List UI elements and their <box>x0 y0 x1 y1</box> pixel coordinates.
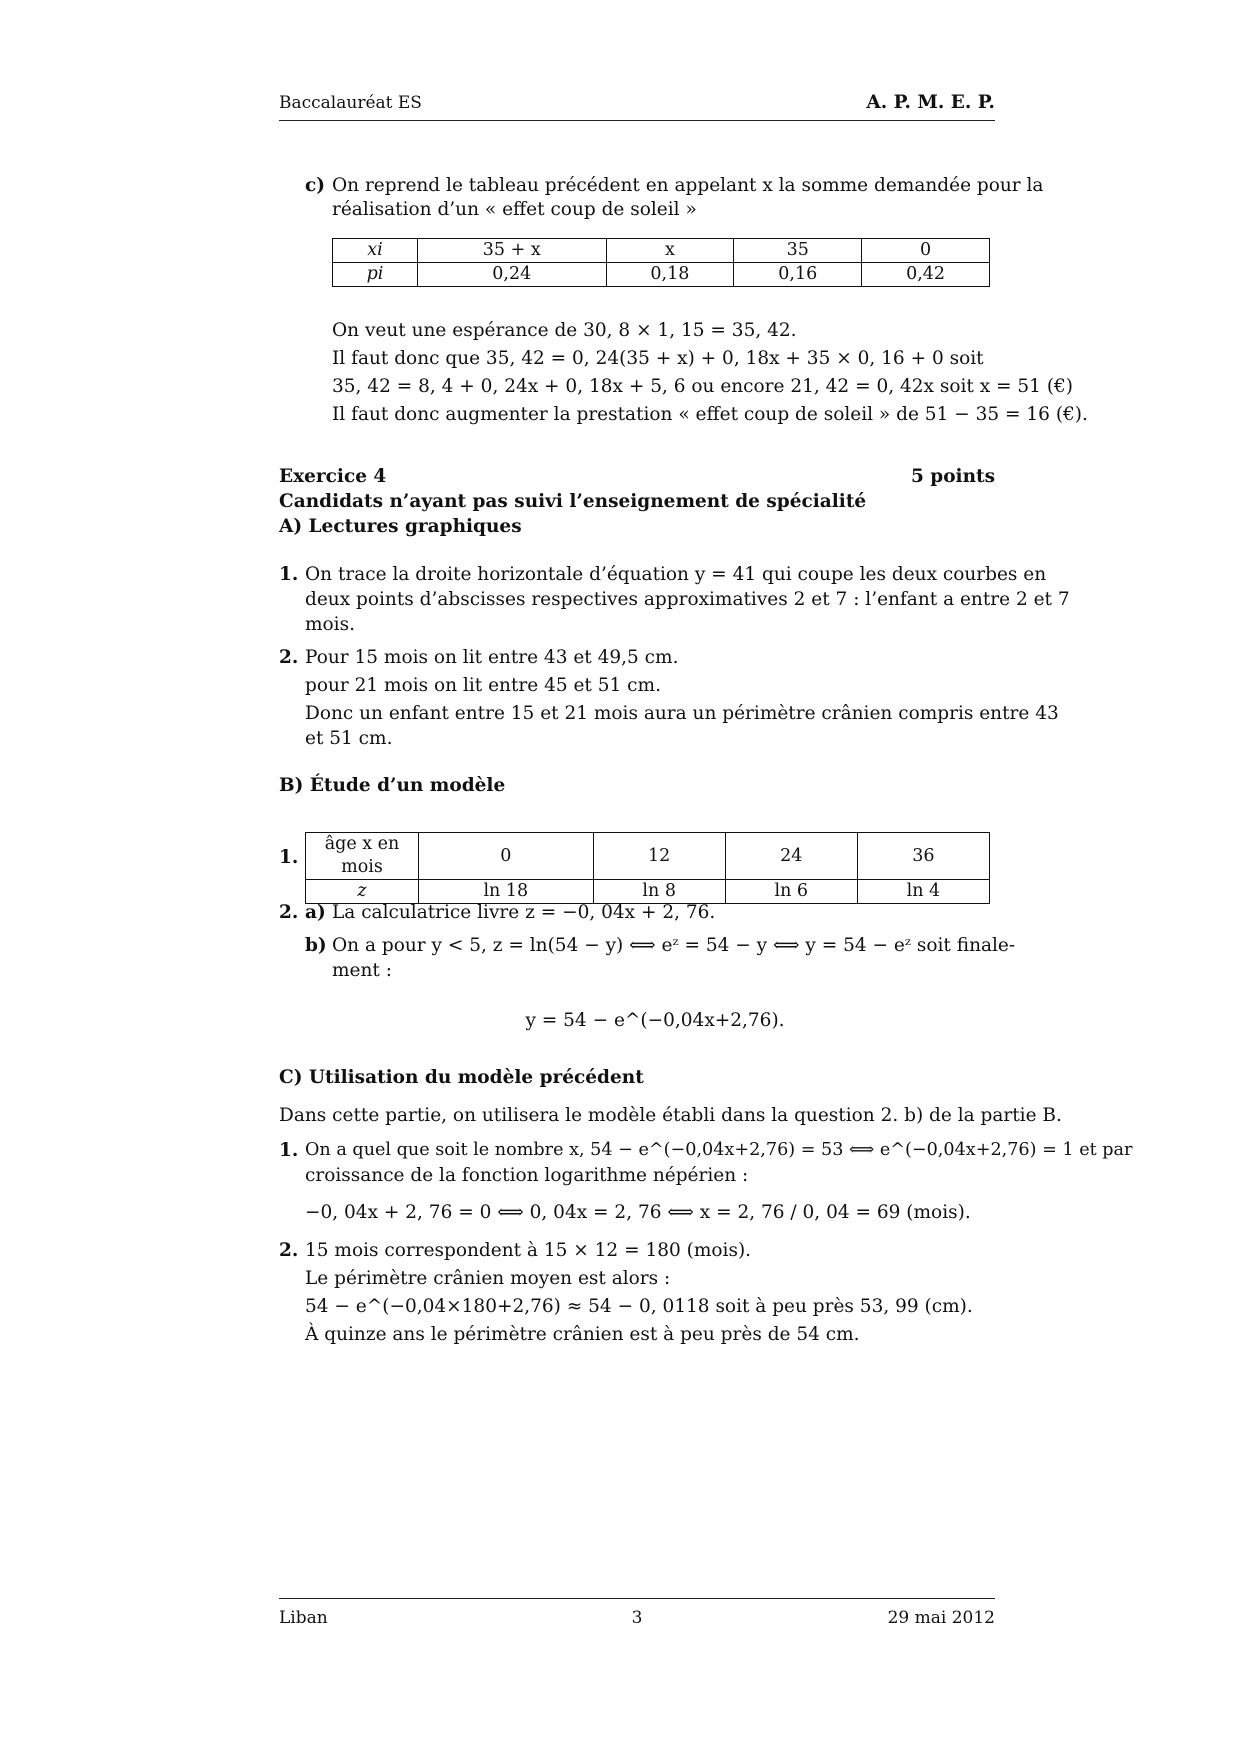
a1-line: deux points d’abscisses respectives approximatives 2 et 7 : l’enfant a entre 2 et 7 <box>305 589 1070 610</box>
c2-line: Le périmètre crânien moyen est alors : <box>305 1268 671 1289</box>
a1-line: On trace la droite horizontale d’équation y = 41 qui coupe les deux courbes en <box>305 564 1047 585</box>
page-footer <box>279 1598 995 1637</box>
part-c-text-line: On veut une espérance de 30, 8 × 1, 15 = 35, 42. <box>332 320 797 341</box>
a1-line: mois. <box>305 614 355 635</box>
part-c-text-line: 35, 42 = 8, 4 + 0, 24x + 0, 18x + 5, 6 ou encore 21, 42 = 0, 42x soit x = 51 (€) <box>332 376 1074 397</box>
a2-line: Pour 15 mois on lit entre 43 et 49,5 cm. <box>305 647 679 668</box>
header-left: Baccalauréat ES <box>279 93 422 113</box>
c1-line3: −0, 04x + 2, 76 = 0 ⟺ 0, 04x = 2, 76 ⟺ x = 2, 76 / 0, 04 = 69 (mois). <box>305 1202 971 1223</box>
table-cell: 0,42 <box>862 263 990 287</box>
part-c-line1: On reprend le tableau précédent en appelant x la somme demandée pour la <box>332 175 1044 196</box>
exercise-points: 5 points <box>910 466 995 487</box>
c1-line1: On a quel que soit le nombre x, 54 − e^(−0,04x+2,76) = 53 ⟺ e^(−0,04x+2,76) = 1 et par <box>305 1140 1133 1160</box>
sub-item-label: a) <box>305 902 326 923</box>
table-cell: 0,16 <box>734 263 862 287</box>
b2b-formula: y = 54 − e^(−0,04x+2,76). <box>525 1010 785 1031</box>
table-row <box>333 239 990 263</box>
exercise-subtitle: Candidats n’ayant pas suivi l’enseignement de spécialité <box>279 491 867 512</box>
part-c-text-line: Il faut donc que 35, 42 = 0, 24(35 + x) + 0, 18x + 35 × 0, 16 + 0 soit <box>332 348 984 369</box>
c2-line: 15 mois correspondent à 15 × 12 = 180 (mois). <box>305 1240 752 1261</box>
item-number: 1. <box>279 564 299 585</box>
header-right: A. P. M. E. P. <box>866 92 995 113</box>
page-number: 3 <box>631 1608 643 1628</box>
table-cell: 35 + x <box>418 239 607 263</box>
b2b-line1: On a pour y < 5, z = ln(54 − y) ⟺ eᶻ = 54 − y ⟺ y = 54 − eᶻ soit finale- <box>332 935 1016 956</box>
part-c-intro: Dans cette partie, on utilisera le modèle établi dans la question 2. b) de la partie B. <box>279 1105 1062 1126</box>
part-c-label: c) <box>305 175 326 196</box>
table-head-age: âge x en mois <box>306 833 419 880</box>
table-cell: 0 <box>419 833 594 880</box>
table-cell: 12 <box>593 833 725 880</box>
table-cell: 35 <box>734 239 862 263</box>
table-cell: ln 18 <box>419 880 594 904</box>
table-cell: 0,18 <box>606 263 734 287</box>
a2-line: et 51 cm. <box>305 728 393 749</box>
a2-line: pour 21 mois on lit entre 45 et 51 cm. <box>305 675 661 696</box>
item-number: 2. <box>279 647 299 668</box>
table-cell: x <box>606 239 734 263</box>
item-number: 1. <box>279 1140 299 1161</box>
b2b-line2: ment : <box>332 960 392 981</box>
footer-date: 29 mai 2012 <box>887 1608 995 1628</box>
page-header <box>279 92 995 121</box>
item-number: 2. <box>279 1240 299 1261</box>
table-cell: 0,24 <box>418 263 607 287</box>
table-cell: 0 <box>862 239 990 263</box>
b2a-text: La calculatrice livre z = −0, 04x + 2, 76. <box>332 902 716 923</box>
part-b-heading: B) Étude d’un modèle <box>279 775 506 796</box>
table-cell: 24 <box>725 833 857 880</box>
table-head-z: z <box>306 880 419 904</box>
a2-line: Donc un enfant entre 15 et 21 mois aura un périmètre crânien compris entre 43 <box>305 703 1059 724</box>
exercise-title: Exercice 4 <box>279 466 387 487</box>
table-head-xi: xi <box>333 239 418 263</box>
table-row <box>333 263 990 287</box>
item-number: 1. <box>279 847 299 868</box>
c2-line: 54 − e^(−0,04×180+2,76) ≈ 54 − 0, 0118 soit à peu près 53, 99 (cm). <box>305 1296 973 1317</box>
table-cell: 36 <box>857 833 989 880</box>
part-c-heading: C) Utilisation du modèle précédent <box>279 1067 644 1088</box>
model-table <box>305 832 990 904</box>
table-cell: ln 8 <box>593 880 725 904</box>
probability-table <box>332 238 990 287</box>
c1-line2: croissance de la fonction logarithme népérien : <box>305 1165 749 1186</box>
sub-item-label: b) <box>305 935 327 956</box>
table-cell: ln 6 <box>725 880 857 904</box>
part-a-heading: A) Lectures graphiques <box>279 516 522 537</box>
table-head-pi: pi <box>333 263 418 287</box>
part-c-line2: réalisation d’un « effet coup de soleil » <box>332 199 697 220</box>
c2-line: À quinze ans le périmètre crânien est à peu près de 54 cm. <box>305 1324 860 1345</box>
table-row <box>306 833 990 880</box>
item-number: 2. <box>279 902 299 923</box>
footer-left: Liban <box>279 1608 328 1628</box>
part-c-text-line: Il faut donc augmenter la prestation « effet coup de soleil » de 51 − 35 = 16 (€). <box>332 404 1088 425</box>
table-cell: ln 4 <box>857 880 989 904</box>
